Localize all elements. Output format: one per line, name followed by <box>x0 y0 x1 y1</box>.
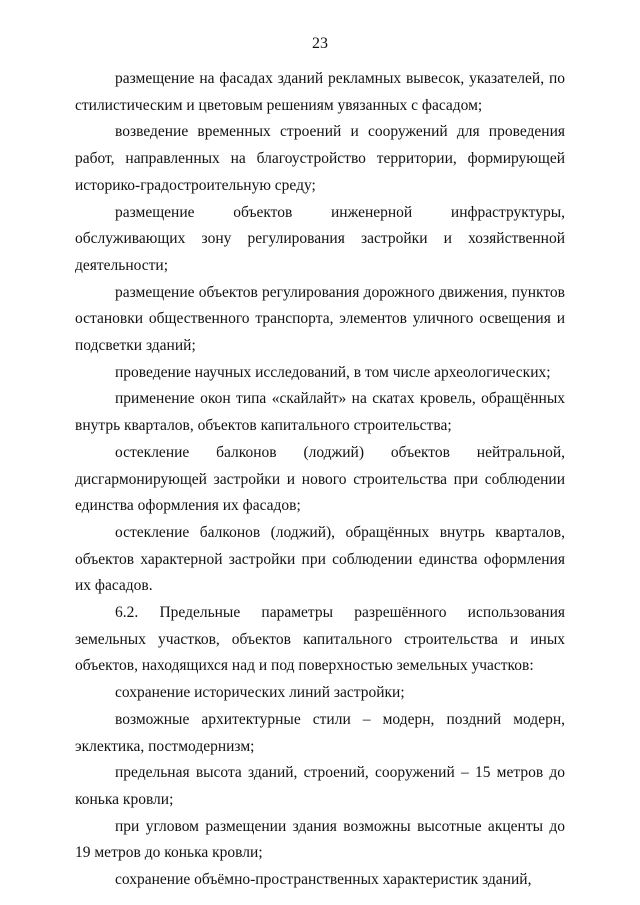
paragraph-13: при угловом размещении здания возможны высотные акценты до 19 метров до конька кровли; <box>75 817 565 862</box>
document-body <box>75 66 565 894</box>
paragraph-2: возведение временных строений и сооружений для проведения работ, направленных на благоустройство территории, формирующей историко-градостроительную среду; <box>75 123 565 194</box>
paragraph-10: сохранение исторических линий застройки; <box>115 684 405 702</box>
paragraph-3: размещение объектов инженерной инфраструктуры, обслуживающих зону регулирования застройки и хозяйственной деятельности; <box>75 203 565 274</box>
paragraph-12: предельная высота зданий, строений, сооружений – 15 метров до конька кровли; <box>75 764 565 808</box>
paragraph-1: размещение на фасадах зданий рекламных вывесок, указателей, по стилистическим и цветовым решениям увязанных с фасадом; <box>75 70 565 114</box>
paragraph-4: размещение объектов регулирования дорожного движения, пунктов остановки общественного транспорта, элементов уличного освещения и подсветки зданий; <box>75 283 565 355</box>
paragraph-5: проведение научных исследований, в том числе археологических; <box>115 363 551 381</box>
paragraph-14: сохранение объёмно-пространственных характеристик зданий, <box>115 871 532 889</box>
paragraph-6: применение окон типа «скайлайт» на скатах кровель, обращённых внутрь кварталов, объектов капитального строительства; <box>75 390 565 435</box>
section-6-2-heading: 6.2. Предельные параметры разрешённого использования земельных участков, объектов капитального строительства и иных объектов, находящихся над и под поверхностью земельных участков: <box>75 604 565 675</box>
page-number: 23 <box>312 35 328 52</box>
paragraph-7: остекление балконов (лоджий) объектов нейтральной, дисгармонирующей застройки и нового строительства при соблюдении единства оформления их фасадов; <box>75 443 565 515</box>
paragraph-8: остекление балконов (лоджий), обращённых внутрь кварталов, объектов характерной застройки при соблюдении единства оформления их фасадов. <box>75 523 565 595</box>
paragraph-11: возможные архитектурные стили – модерн, поздний модерн, эклектика, постмодернизм; <box>75 710 565 755</box>
